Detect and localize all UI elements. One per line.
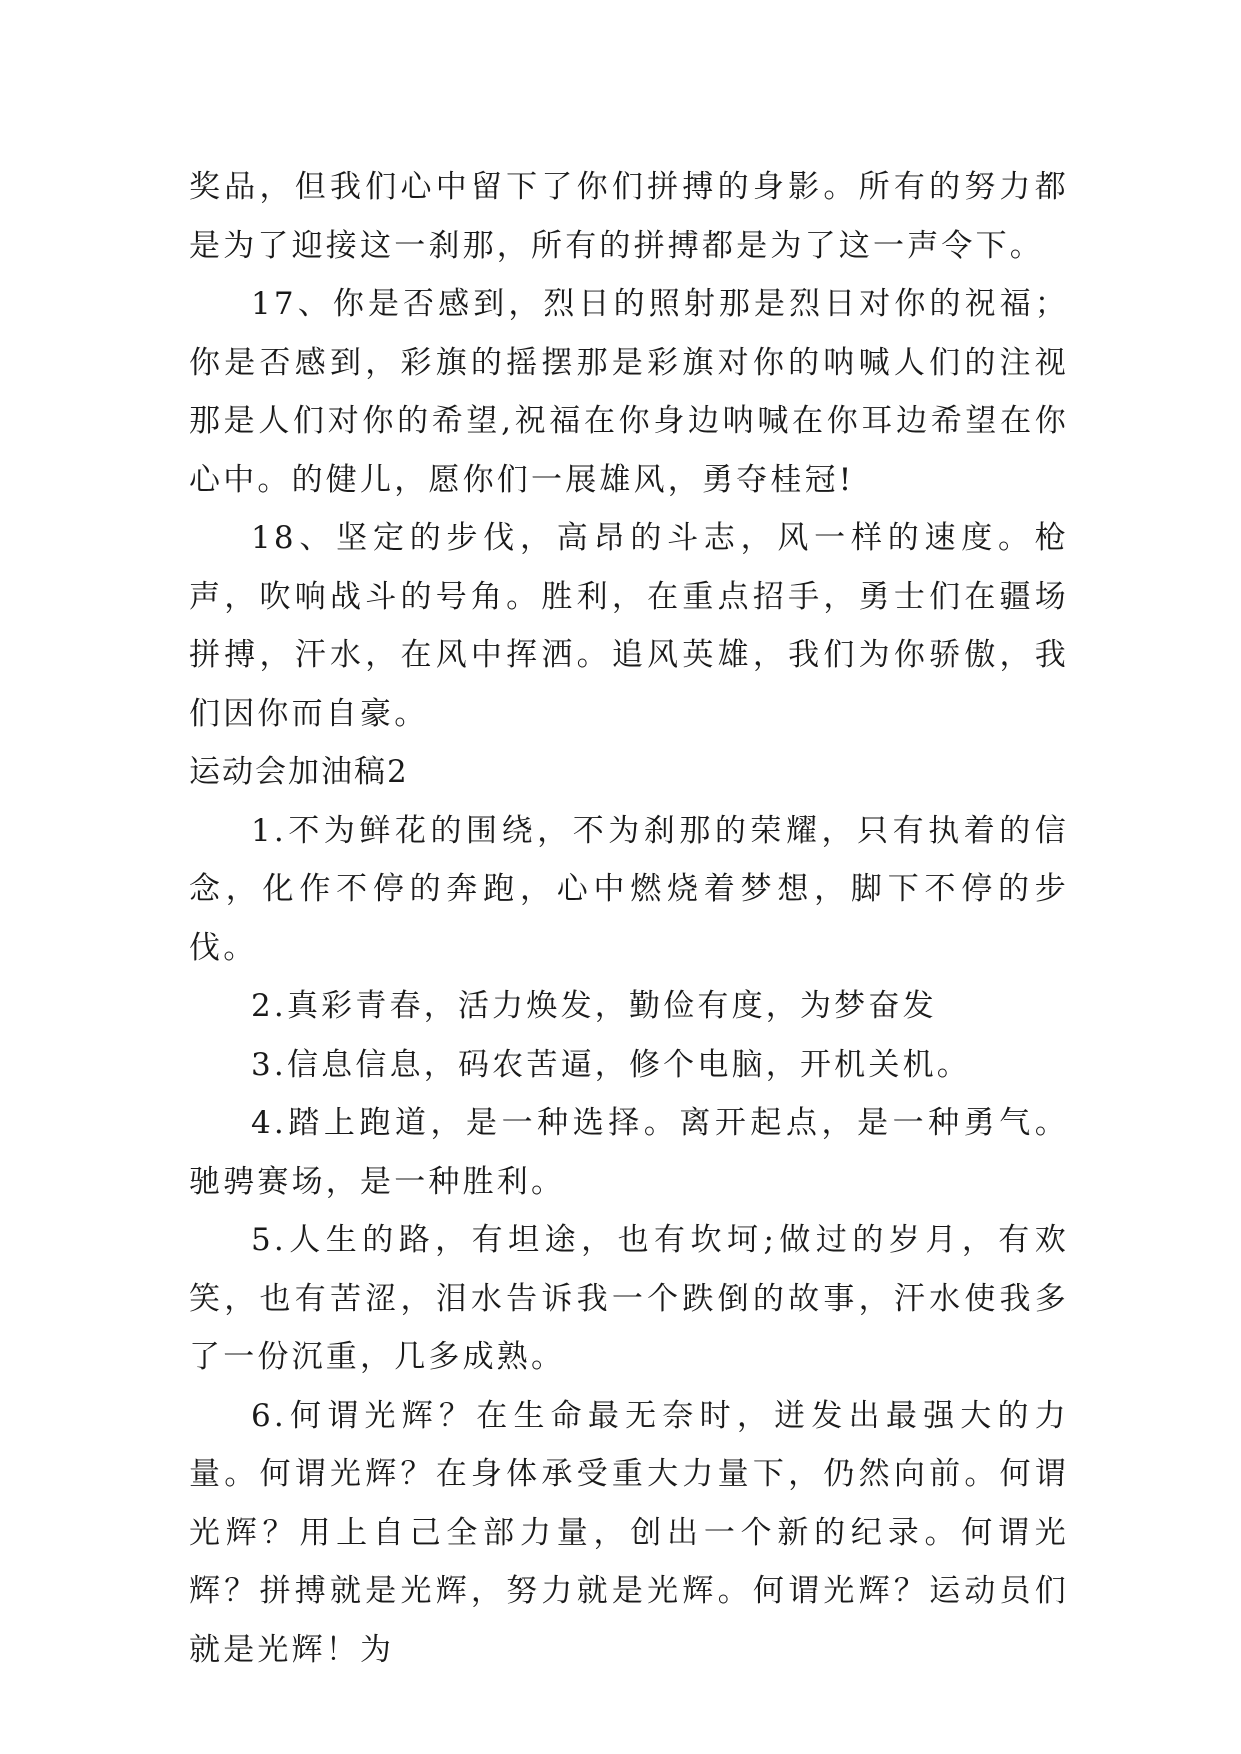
paragraph-18: 18、坚定的步伐，高昂的斗志，风一样的速度。枪声，吹响战斗的号角。胜利，在重点招手，勇士们在疆场拼搏，汗水，在风中挥洒。追风英雄，我们为你骄傲，我们因你而自豪。	[189, 520, 1069, 732]
document-body	[189, 158, 1069, 1679]
list-item-2: 2.真彩青春，活力焕发，勤俭有度，为梦奋发	[251, 988, 937, 1024]
list-item-6: 6.何谓光辉？在生命最无奈时，迸发出最强大的力量。何谓光辉？在身体承受重大力量下，仍然向前。何谓光辉？用上自己全部力量，创出一个新的纪录。何谓光辉？拼搏就是光辉，努力就是光辉。何谓光辉？运动员们就是光辉！为	[189, 1397, 1069, 1668]
list-item-4: 4.踏上跑道，是一种选择。离开起点，是一种勇气。驰骋赛场，是一种胜利。	[189, 1105, 1069, 1200]
list-item-5: 5.人生的路，有坦途，也有坎坷;做过的岁月，有欢笑，也有苦涩，泪水告诉我一个跌倒的故事，汗水使我多了一份沉重，几多成熟。	[189, 1222, 1069, 1375]
list-item-1: 1.不为鲜花的围绕，不为刹那的荣耀，只有执着的信念，化作不停的奔跑，心中燃烧着梦想，脚下不停的步伐。	[189, 812, 1069, 966]
paragraph-17: 17、你是否感到，烈日的照射那是烈日对你的祝福；你是否感到，彩旗的摇摆那是彩旗对你的呐喊人们的注视那是人们对你的希望,祝福在你身边呐喊在你耳边希望在你心中。的健儿，愿你们一展雄风，勇夺桂冠!	[189, 286, 1069, 498]
paragraph-continuation: 奖品，但我们心中留下了你们拼搏的身影。所有的努力都是为了迎接这一刹那，所有的拼搏都是为了这一声令下。	[189, 169, 1069, 264]
list-item-3: 3.信息信息，码农苦逼，修个电脑，开机关机。	[251, 1046, 971, 1083]
section-title: 运动会加油稿2	[189, 754, 409, 790]
